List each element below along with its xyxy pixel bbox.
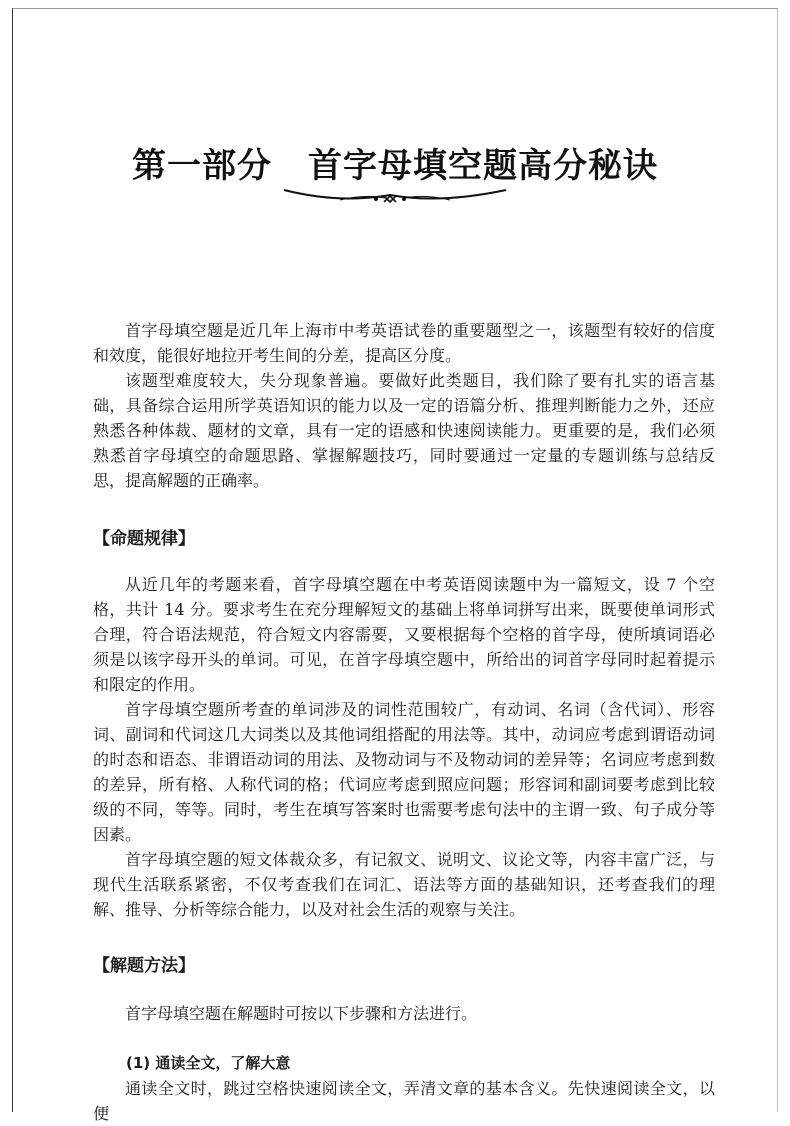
main-content [93, 318, 715, 1126]
section-heading-rules: 【命题规律】 [93, 529, 195, 549]
title-part: 第一部分 [132, 146, 272, 186]
intro-paragraph-2: 该题型难度较大，失分现象普遍。要做好此类题目，我们除了要有扎实的语言基础，具备综合运用所学英语知识的能力以及一定的语篇分析、推理判断能力之外，还应熟悉各种体裁、题材的文章，具有一定的语感和快速阅读能力。更重要的是，我们必须熟悉首字母填空的命题思路、掌握解题技巧，同时要通过一定量的专题训练与总结反思，提高解题的正确率。 [93, 371, 715, 490]
section-heading-methods: 【解题方法】 [93, 956, 195, 976]
rules-paragraph-1: 从近几年的考题来看，首字母填空题在中考英语阅读题中为一篇短文，设 7 个空格，共计 14 分。要求考生在充分理解短文的基础上将单词拼写出来，既要使单词形式合理，符合语法规范，符合短文内容需要，又要根据每个空格的首字母，使所填词语必须是以该字母开头的单词。可见，在首字母填空题中，所给出的词首字母同时起着提示和限定的作用。 [93, 575, 715, 694]
rules-paragraph-3: 首字母填空题的短文体裁众多，有记叙文、说明文、议论文等，内容丰富广泛，与现代生活联系紧密，不仅考查我们在词汇、语法等方面的基础知识，还考查我们的理解、推导、分析等综合能力，以及对社会生活的观察与关注。 [93, 850, 715, 919]
intro-paragraph-1: 首字母填空题是近几年上海市中考英语试卷的重要题型之一，该题型有较好的信度和效度，能很好地拉开考生间的分差，提高区分度。 [93, 321, 715, 365]
step-1-title: (1) 通读全文，了解大意 [126, 1054, 291, 1072]
title-topic: 首字母填空题高分秘诀 [308, 146, 658, 186]
methods-paragraph-1: 首字母填空题在解题时可按以下步骤和方法进行。 [125, 1004, 478, 1023]
title-ornament-divider [280, 180, 510, 210]
rules-paragraph-2: 首字母填空题所考查的单词涉及的词性范围较广，有动词、名词（含代词）、形容词、副词和代词这几大词类以及其他词组搭配的用法等。其中，动词应考虑到谓语动词的时态和语态、非谓语动词的用法、及物动词与不及物动词的差异等；名词应考虑到数的差异，所有格、人称代词的格；代词应考虑到照应问题；形容词和副词要考虑到比较级的不同，等等。同时，考生在填写答案时也需要考虑句法中的主谓一致、句子成分等因素。 [93, 700, 715, 844]
step-1-text: 通读全文时，跳过空格快速阅读全文，弄清文章的基本含义。先快速阅读全文，以便 [93, 1079, 715, 1123]
